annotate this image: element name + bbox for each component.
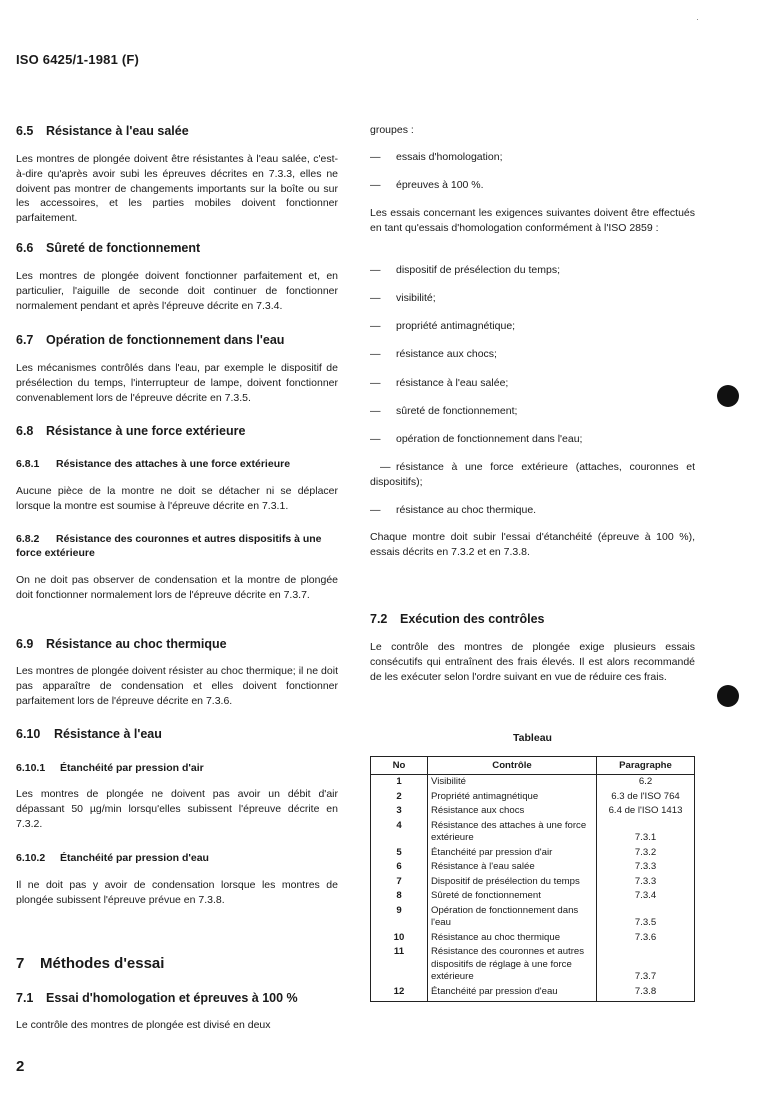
header-no: No — [371, 757, 428, 775]
header-paragraph: Paragraphe — [597, 757, 695, 775]
dash-marker: — — [380, 461, 391, 473]
section-6-10-1-text: Les montres de plongée ne doivent pas avoir un débit d'air dépassant 50 µg/min lorsqu'elles subissent l'épreuve décrite en 7.3.2. — [16, 788, 338, 830]
list-item — [370, 432, 695, 447]
dash-marker: — — [370, 348, 381, 360]
table-header-row — [371, 757, 695, 775]
section-7-2-text: Le contrôle des montres de plongée exige plusieurs essais consécutifs qui entraînent des frais élevés. Il est alors recommandé de les exécuter selon l'ordre suivant en vue de réduire ces frais. — [370, 641, 695, 683]
cell-control: Résistance des couronnes et autres dispositifs de réglage à une force extérieure — [428, 945, 597, 985]
revision-bullet-icon — [717, 685, 739, 707]
cell-no: 7 — [371, 875, 428, 890]
table-row — [371, 860, 695, 875]
list-item — [370, 404, 695, 419]
revision-bullet-icon — [717, 385, 739, 407]
section-number: 6.5 — [16, 124, 34, 138]
section-6-5-text: Les montres de plongée doivent être résistantes à l'eau salée, c'est-à-dire qu'après avoir subi les épreuves décrites en 7.3.3, elles ne doivent pas montrer de changements importants sur la boîte ou sur les accessoires, et les parties mobiles doivent fonctionner parfaitement. — [16, 153, 338, 225]
dash-marker: — — [370, 151, 381, 163]
list-item-text: résistance à une force extérieure (attaches, couronnes et dispositifs); — [370, 461, 695, 488]
table-row — [371, 889, 695, 904]
section-number: 6.8.1 — [16, 458, 40, 470]
section-title: Sûreté de fonctionnement — [46, 241, 201, 255]
dash-marker: — — [370, 504, 381, 516]
section-6-8-2-text: On ne doit pas observer de condensation et la montre de plongée doit fonctionner normalement lors de l'épreuve décrite en 7.3.7. — [16, 574, 338, 601]
document-header: ISO 6425/1-1981 (F) — [16, 52, 140, 67]
table-row — [371, 985, 695, 1002]
list-item-text: résistance à l'eau salée; — [396, 377, 509, 389]
cell-control: Étanchéité par pression d'eau — [428, 985, 597, 1002]
cell-control: Résistance aux chocs — [428, 804, 597, 819]
cell-paragraph: 7.3.2 — [634, 846, 657, 858]
cell-no: 1 — [371, 775, 428, 790]
dash-marker: — — [370, 264, 381, 276]
section-number: 6.8 — [16, 424, 34, 438]
section-title: Résistance au choc thermique — [46, 637, 227, 651]
cell-paragraph: 6.2 — [638, 776, 653, 787]
section-6-10-1-heading — [16, 761, 338, 775]
list-item-text: épreuves à 100 %. — [396, 179, 484, 191]
cell-control: Sûreté de fonctionnement — [428, 889, 597, 904]
section-number: 6.9 — [16, 637, 34, 651]
section-title: Résistance à une force extérieure — [46, 424, 246, 438]
table-title: Tableau — [513, 732, 552, 744]
cell-no: 11 — [371, 945, 428, 985]
cell-no: 6 — [371, 860, 428, 875]
section-number: 6.7 — [16, 333, 34, 347]
section-6-9-text: Les montres de plongée doivent résister au choc thermique; il ne doit pas apparaître de condensation et elles doivent fonctionner parfaitement lors de l'épreuve décrite en 7.3.6. — [16, 665, 338, 707]
section-6-8-2-heading — [16, 532, 338, 560]
table-row — [371, 804, 695, 819]
section-7-1-heading — [16, 991, 338, 1005]
list-item — [370, 178, 695, 193]
section-6-5-heading — [16, 124, 338, 138]
cell-control: Résistance au choc thermique — [428, 931, 597, 946]
list-item-text: dispositif de présélection du temps; — [396, 264, 561, 276]
section-title: Résistance à l'eau salée — [46, 124, 189, 138]
cell-paragraph: 7.3.5 — [634, 917, 657, 928]
list-item — [370, 291, 695, 306]
table-row — [371, 846, 695, 861]
list-item — [370, 150, 695, 165]
list-item-text: résistance aux chocs; — [396, 348, 497, 360]
cell-paragraph: 7.3.3 — [634, 875, 657, 887]
cell-control: Dispositif de présélection du temps — [428, 875, 597, 890]
section-6-10-2-heading — [16, 851, 338, 865]
section-number: 6.6 — [16, 241, 34, 255]
section-title: Essai d'homologation et épreuves à 100 % — [46, 991, 298, 1005]
header-control: Contrôle — [428, 757, 597, 775]
list-item — [370, 460, 695, 490]
section-title: Résistance à l'eau — [54, 727, 162, 741]
cell-paragraph: 7.3.1 — [634, 832, 657, 843]
cell-no: 10 — [371, 931, 428, 946]
cell-paragraph: 7.3.3 — [634, 861, 657, 872]
section-7-1-text: Le contrôle des montres de plongée est divisé en deux — [16, 1019, 271, 1031]
dash-marker: — — [370, 377, 381, 389]
section-number: 6.10.1 — [16, 762, 46, 774]
section-title: Résistance des attaches à une force extérieure — [56, 458, 291, 470]
dash-marker: — — [370, 179, 381, 191]
section-title: Étanchéité par pression d'air — [60, 762, 204, 774]
cell-control: Propriété antimagnétique — [428, 790, 597, 805]
section-6-8-1-text: Aucune pièce de la montre ne doit se détacher ni se déplacer lorsque la montre est soumise à l'épreuve décrite en 7.3.1. — [16, 485, 338, 512]
groups-intro: groupes : — [370, 124, 414, 136]
table-row — [371, 775, 695, 790]
list-item — [370, 503, 695, 518]
section-6-9-heading — [16, 637, 338, 651]
list-item — [370, 376, 695, 391]
controls-table — [370, 756, 695, 1002]
section-6-6-text: Les montres de plongée doivent fonctionner parfaitement et, en particulier, l'aiguille de seconde doit continuer de fonctionner normalement pendant et après l'épreuve décrite en 7.3.4. — [16, 270, 338, 312]
section-number: 7.2 — [370, 612, 388, 626]
cell-no: 2 — [371, 790, 428, 805]
dash-marker: — — [370, 320, 381, 332]
section-6-10-heading — [16, 727, 338, 741]
list-item-text: sûreté de fonctionnement; — [396, 405, 518, 417]
section-number: 7 — [16, 955, 25, 972]
cell-paragraph: 6.3 de l'ISO 764 — [611, 790, 680, 802]
cell-paragraph: 7.3.7 — [634, 971, 657, 982]
table-row — [371, 904, 695, 931]
cell-no: 12 — [371, 985, 428, 1002]
section-number: 6.8.2 — [16, 533, 40, 545]
list-item — [370, 347, 695, 362]
list-item-text: opération de fonctionnement dans l'eau; — [396, 433, 583, 445]
cell-control: Résistance à l'eau salée — [428, 860, 597, 875]
section-title: Exécution des contrôles — [400, 612, 545, 626]
cell-no: 9 — [371, 904, 428, 931]
section-6-10-2-text: Il ne doit pas y avoir de condensation lorsque les montres de plongée subissent l'épreuve prévue en 7.3.8. — [16, 879, 338, 906]
cell-no: 3 — [371, 804, 428, 819]
list-item — [370, 263, 695, 278]
section-number: 6.10.2 — [16, 852, 46, 864]
dash-marker: — — [370, 292, 381, 304]
dash-marker: — — [370, 433, 381, 445]
section-6-8-1-heading — [16, 457, 338, 471]
cell-control: Résistance des attaches à une force extérieure — [428, 819, 597, 846]
table-row — [371, 875, 695, 890]
section-6-8-heading — [16, 424, 338, 438]
list-item-text: propriété antimagnétique; — [396, 320, 516, 332]
section-6-7-text: Les mécanismes contrôlés dans l'eau, par exemple le dispositif de présélection du temps, l'interrupteur de lampe, doivent fonctionner convenablement lors de l'épreuve décrite en 7.3.5. — [16, 362, 338, 404]
cell-paragraph: 7.3.6 — [634, 931, 657, 943]
section-title: Opération de fonctionnement dans l'eau — [46, 333, 285, 347]
dash-marker: — — [370, 405, 381, 417]
table-row — [371, 819, 695, 846]
section-6-7-heading — [16, 333, 338, 347]
table-row — [371, 945, 695, 985]
list-item-text: visibilité; — [396, 292, 436, 304]
scan-speck-icon: · — [696, 14, 699, 24]
section-number: 6.10 — [16, 727, 41, 741]
section-number: 7.1 — [16, 991, 34, 1005]
section-title: Étanchéité par pression d'eau — [60, 852, 209, 864]
table-row — [371, 790, 695, 805]
cell-paragraph: 7.3.4 — [634, 890, 657, 901]
cell-control: Étanchéité par pression d'air — [428, 846, 597, 861]
list-item-text: résistance au choc thermique. — [396, 504, 537, 516]
page-number: 2 — [16, 1058, 25, 1075]
section-title: Méthodes d'essai — [40, 955, 165, 972]
cell-control: Opération de fonctionnement dans l'eau — [428, 904, 597, 931]
section-title: Résistance des couronnes et autres dispositifs à une force extérieure — [16, 533, 322, 559]
cell-paragraph: 6.4 de l'ISO 1413 — [608, 805, 683, 816]
section-6-6-heading — [16, 241, 338, 255]
section-7-heading — [16, 955, 338, 972]
cell-paragraph: 7.3.8 — [634, 985, 657, 997]
homologation-paragraph: Les essais concernant les exigences suivantes doivent être effectués en tant qu'essais d'homologation conformément à l'ISO 2859 : — [370, 207, 695, 234]
cell-no: 8 — [371, 889, 428, 904]
list-item — [370, 319, 695, 334]
watertightness-paragraph: Chaque montre doit subir l'essai d'étanchéité (épreuve à 100 %), essais décrits en 7.3.2 et en 7.3.8. — [370, 531, 695, 558]
table-row — [371, 931, 695, 946]
cell-no: 5 — [371, 846, 428, 861]
list-item-text: essais d'homologation; — [396, 151, 503, 163]
section-7-2-heading — [370, 612, 695, 626]
cell-control: Visibilité — [428, 775, 597, 790]
cell-no: 4 — [371, 819, 428, 846]
